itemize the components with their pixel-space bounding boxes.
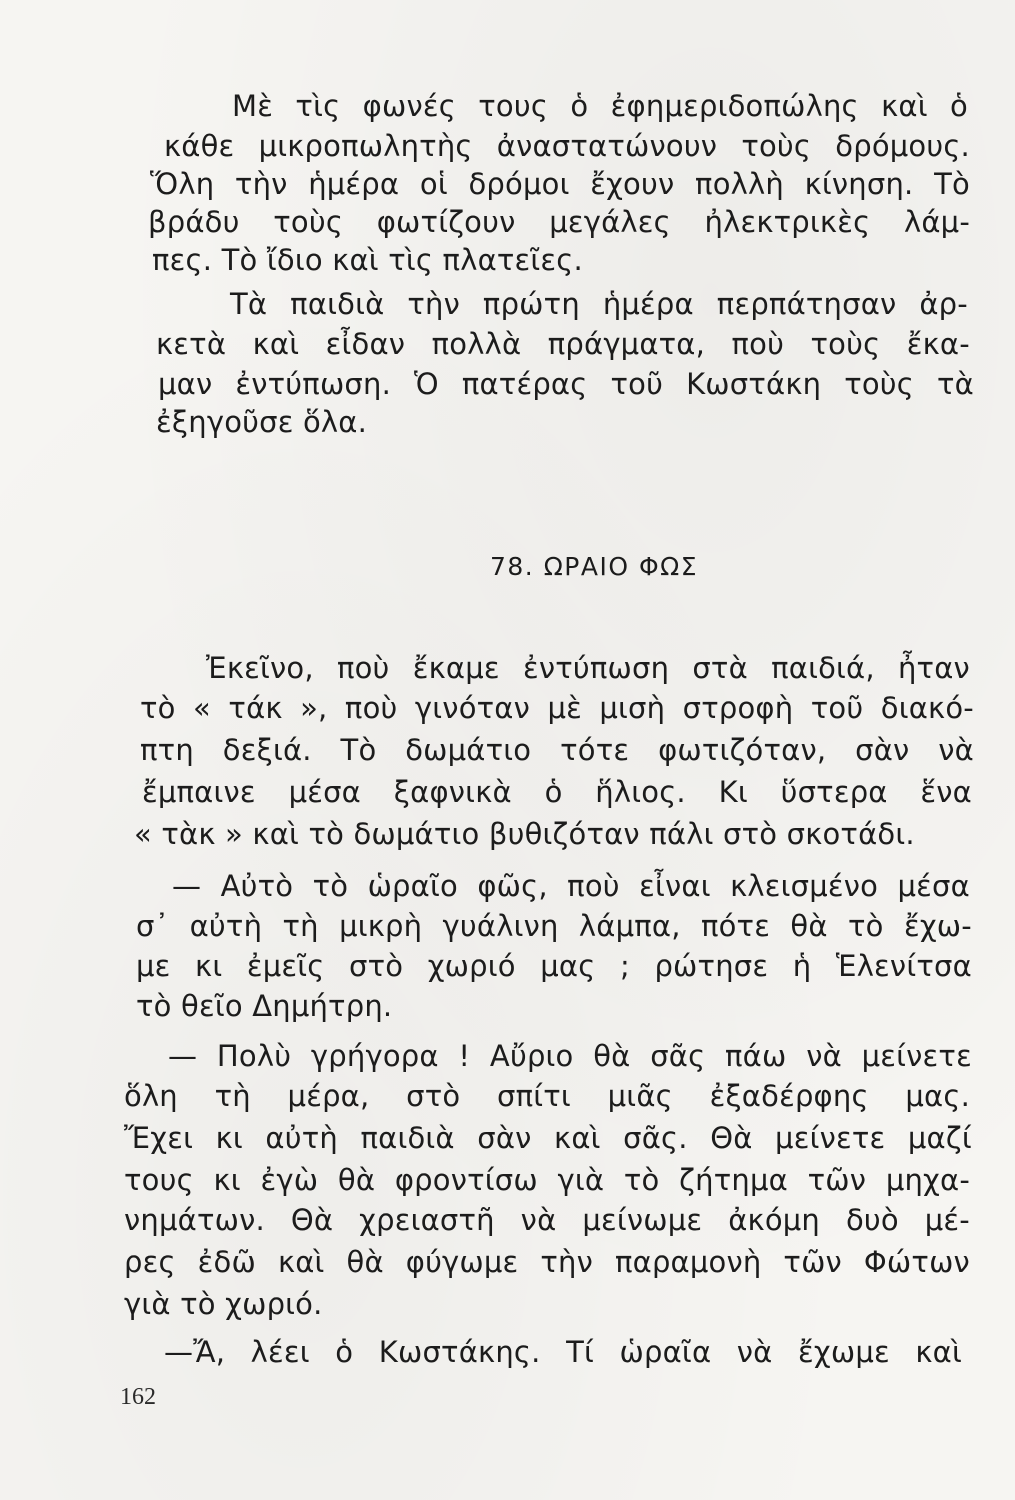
text-line: [150, 164, 970, 204]
word: Ὁ: [414, 367, 439, 401]
word: Πολὺ: [216, 1039, 292, 1073]
word: νὰ: [520, 1203, 557, 1237]
word: ζήτημα: [679, 1163, 788, 1197]
word: ἕνα: [920, 775, 972, 809]
text-line: ἐξηγοῦσε ὅλα.: [156, 405, 368, 439]
word: αὐτὴ: [189, 909, 263, 943]
word: Κωστάκη: [686, 367, 822, 401]
word: μηχα-: [885, 1163, 970, 1197]
text-line: [124, 1160, 970, 1200]
word: νὰ: [938, 733, 974, 767]
word: θὰ: [346, 1245, 384, 1279]
word: Τὸ: [340, 733, 377, 767]
word: ἡμέρα: [308, 167, 400, 201]
word: αὐτὴ: [265, 1121, 338, 1155]
word: Ὅλη: [150, 167, 215, 201]
word: χρειαστῆ: [359, 1203, 495, 1237]
word: κετὰ: [156, 327, 227, 361]
word: ἔκα-: [906, 327, 970, 361]
text-line: [124, 1200, 970, 1240]
word: ἐξαδέρφης: [709, 1079, 869, 1113]
word: τὴ: [214, 1079, 251, 1113]
word: στὸ: [349, 949, 404, 983]
word: σᾶς: [650, 1039, 706, 1073]
word: τοῦ: [810, 691, 864, 725]
word: μείνετε: [861, 1039, 972, 1073]
text-line: [156, 324, 970, 364]
word: πατέρας: [461, 367, 588, 401]
word: τὴν: [540, 1245, 594, 1279]
word: τὶς: [295, 89, 341, 123]
word: με: [136, 949, 171, 983]
word: ἔχουν: [590, 167, 675, 201]
word: μείνετε: [775, 1121, 886, 1155]
word: ἐντύπωση: [522, 651, 670, 685]
word: ὕστερα: [780, 775, 888, 809]
word: Ἐκεῖνο,: [206, 651, 314, 685]
word: περπάτησαν: [716, 287, 897, 321]
word: Μὲ: [232, 89, 274, 123]
word: πρώτη: [482, 287, 580, 321]
text-line: [158, 364, 974, 404]
word: ἔχω-: [903, 909, 972, 943]
word: τοὺς: [741, 129, 812, 163]
word: μέ-: [924, 1203, 970, 1237]
word: μεγάλες: [549, 205, 671, 239]
word: ἐδῶ: [197, 1245, 256, 1279]
word: δρόμοι: [468, 167, 570, 201]
word: πότε: [700, 909, 771, 943]
word: Αὔριο: [489, 1039, 574, 1073]
word: τοὺς: [810, 327, 881, 361]
text-line: [172, 866, 970, 906]
word: ὁ: [335, 1335, 354, 1369]
word: ποὺ: [344, 691, 398, 725]
word: τους: [124, 1163, 194, 1197]
word: σ᾿: [136, 909, 170, 943]
word: ρες: [124, 1245, 176, 1279]
word: ἡμέρα: [602, 287, 694, 321]
word: τάκ: [228, 691, 283, 725]
word: στροφὴ: [682, 691, 794, 725]
word: τὴ: [282, 909, 319, 943]
text-line: [148, 202, 970, 242]
word: τὴν: [234, 167, 288, 201]
word: ὁ: [544, 775, 563, 809]
word: παιδιὰ: [290, 287, 385, 321]
word: Ἑλενίτσα: [835, 949, 972, 983]
word: πολλὴ: [695, 167, 784, 201]
word: ὡραῖα: [619, 1335, 712, 1369]
word: —: [172, 869, 202, 903]
word: ἔμπαινε: [142, 775, 256, 809]
word: τοὺς: [844, 367, 915, 401]
word: μὲ: [547, 691, 582, 725]
word: θὰ: [790, 909, 828, 943]
text-line: [124, 1118, 972, 1158]
word: δυὸ: [845, 1203, 899, 1237]
word: τὸ: [623, 1163, 660, 1197]
word: μας.: [905, 1079, 970, 1113]
word: γινόταν: [414, 691, 531, 725]
word: ἐντύπωση.: [235, 367, 392, 401]
word: θὰ: [337, 1163, 376, 1197]
word: Τὰ: [230, 287, 268, 321]
word: διακό-: [880, 691, 974, 725]
word: νὰ: [736, 1335, 773, 1369]
word: Τὸ: [934, 167, 970, 201]
word: ρώτησε: [654, 949, 769, 983]
word: τους: [478, 89, 549, 123]
word: παιδιά,: [771, 651, 875, 685]
word: —: [168, 1039, 198, 1073]
text-line: τὸ θεῖο Δημήτρη.: [136, 989, 393, 1023]
word: μέσα: [897, 869, 970, 903]
word: ἡ: [792, 949, 812, 983]
text-line: [140, 730, 974, 770]
word: ὁ: [950, 89, 968, 123]
word: ὅλη: [124, 1079, 178, 1113]
word: ἦταν: [897, 651, 970, 685]
word: σπίτι: [497, 1079, 571, 1113]
word: στὰ: [692, 651, 748, 685]
word: μαν: [158, 367, 213, 401]
word: ποὺ: [567, 869, 620, 903]
word: ξαφνικὰ: [393, 775, 512, 809]
word: βράδυ: [148, 205, 240, 239]
word: ἀρ-: [919, 287, 968, 321]
word: !: [458, 1039, 471, 1073]
word: κι: [195, 949, 223, 983]
word: ὁ: [570, 89, 589, 123]
word: ἀκόμη: [728, 1203, 820, 1237]
word: Φώτων: [863, 1245, 970, 1279]
section-heading: 78. ΩΡΑΙΟ ΦΩΣ: [490, 552, 699, 581]
word: μαζί: [907, 1121, 972, 1155]
word: μείνωμε: [582, 1203, 703, 1237]
word: ἔχωμε: [798, 1335, 890, 1369]
text-line: [136, 946, 972, 986]
word: κι: [215, 1121, 243, 1155]
word: Αὐτὸ: [220, 869, 294, 903]
word: καὶ: [277, 1245, 325, 1279]
word: κίνηση.: [804, 167, 914, 201]
word: φωνές: [362, 89, 456, 123]
word: ἐγὼ: [260, 1163, 319, 1197]
word: σὰν: [477, 1121, 532, 1155]
word: πράγματα,: [547, 327, 706, 361]
word: ποὺ: [336, 651, 390, 685]
word: σᾶς.: [623, 1121, 688, 1155]
word: «: [193, 691, 211, 725]
word: Κωστάκης.: [378, 1335, 541, 1369]
word: οἱ: [419, 167, 448, 201]
word: εἶναι: [639, 869, 711, 903]
text-line: [164, 1332, 962, 1372]
word: τότε: [560, 733, 630, 767]
word: χωριό: [427, 949, 516, 983]
word: ἐφημεριδοπώλης: [610, 89, 859, 123]
word: μέρα,: [287, 1079, 370, 1113]
word: τοὺς: [273, 205, 344, 239]
word: Θὰ: [710, 1121, 753, 1155]
text-line: « τὰκ » καὶ τὸ δωμάτιο βυθιζόταν πάλι στὸ σκοτάδι.: [134, 817, 915, 851]
word: λέει: [250, 1335, 310, 1369]
word: ἀναστατώνουν: [496, 129, 718, 163]
word: μέσα: [288, 775, 361, 809]
word: ;: [619, 949, 630, 983]
page-number: 162: [120, 1384, 156, 1410]
word: φῶς,: [477, 869, 548, 903]
word: τοῦ: [610, 367, 664, 401]
word: φωτιζόταν,: [658, 733, 827, 767]
word: καὶ: [881, 89, 928, 123]
text-line: [124, 1242, 970, 1282]
word: λάμπα,: [578, 909, 681, 943]
word: Τί: [566, 1335, 594, 1369]
text-line: [140, 688, 974, 728]
word: τὸ: [312, 869, 349, 903]
text-line: [164, 126, 970, 166]
text-line: [168, 1036, 972, 1076]
word: ἥλιος.: [595, 775, 686, 809]
word: κι: [213, 1163, 241, 1197]
word: τὸ: [848, 909, 884, 943]
word: καὶ: [252, 327, 300, 361]
word: τὴν: [407, 287, 460, 321]
word: φροντίσω: [394, 1163, 538, 1197]
word: —Ἄ,: [164, 1335, 226, 1369]
word: πάω: [725, 1039, 787, 1073]
word: πολλὰ: [431, 327, 522, 361]
word: παραμονὴ: [614, 1245, 762, 1279]
word: τὸ: [140, 691, 176, 725]
word: γυάλινη: [442, 909, 559, 943]
word: Θὰ: [290, 1203, 334, 1237]
word: νὰ: [806, 1039, 842, 1073]
text-line: [124, 1076, 970, 1116]
word: νημάτων.: [124, 1203, 265, 1237]
word: λάμ-: [903, 205, 970, 239]
word: μας: [540, 949, 596, 983]
word: στὸ: [406, 1079, 461, 1113]
text-line: [142, 772, 972, 812]
word: θὰ: [593, 1039, 631, 1073]
word: φύγωμε: [405, 1245, 519, 1279]
word: ἔκαμε: [412, 651, 500, 685]
word: εἶδαν: [325, 327, 406, 361]
text-line: [230, 284, 968, 324]
text-line: [232, 86, 968, 126]
word: κλεισμένο: [730, 869, 879, 903]
text-line: πες. Τὸ ἴδιο καὶ τὶς πλατεῖες.: [152, 243, 583, 277]
word: »,: [300, 691, 328, 725]
word: κάθε: [164, 129, 235, 163]
word: μισὴ: [599, 691, 666, 725]
word: ὡραῖο: [367, 869, 458, 903]
word: τῶν: [807, 1163, 867, 1197]
word: παιδιὰ: [360, 1121, 455, 1155]
word: τῶν: [783, 1245, 842, 1279]
word: δεξιά.: [222, 733, 312, 767]
word: πτη: [140, 733, 194, 767]
word: καὶ: [915, 1335, 962, 1369]
word: Ἔχει: [124, 1121, 194, 1155]
text-line: [206, 648, 970, 688]
word: γιὰ: [557, 1163, 605, 1197]
word: ποὺ: [731, 327, 785, 361]
text-line: γιὰ τὸ χωριό.: [124, 1287, 323, 1321]
word: ἠλεκτρικὲς: [704, 205, 871, 239]
text-line: [136, 906, 972, 946]
word: καὶ: [554, 1121, 601, 1155]
word: φωτίζουν: [376, 205, 516, 239]
word: δρόμους.: [835, 129, 970, 163]
word: δωμάτιο: [405, 733, 532, 767]
word: Κι: [718, 775, 748, 809]
word: γρήγορα: [310, 1039, 439, 1073]
word: τὰ: [937, 367, 974, 401]
word: ἐμεῖς: [246, 949, 325, 983]
word: μικρὴ: [339, 909, 423, 943]
word: σὰν: [855, 733, 910, 767]
word: μιᾶς: [607, 1079, 673, 1113]
word: μικροπωλητὴς: [258, 129, 473, 163]
